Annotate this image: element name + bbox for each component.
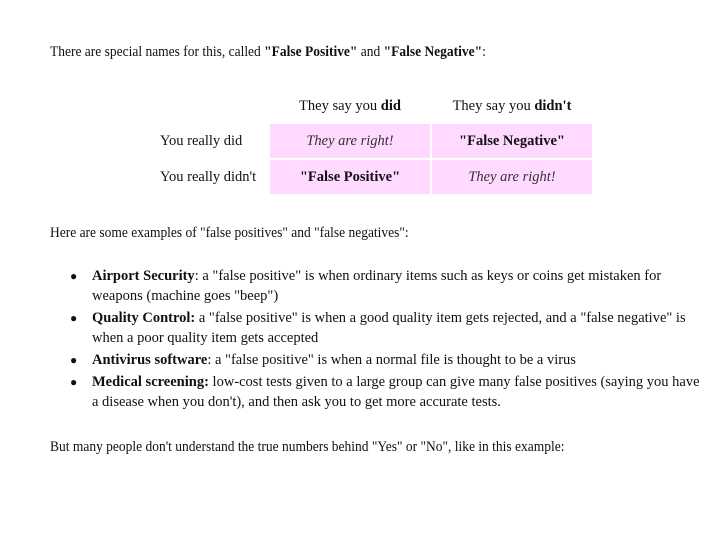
example-text: a "false positive" is when ordinary items such as keys or coins get mistaken for weapons (machine goes "beep") (92, 268, 662, 304)
list-item (70, 266, 704, 306)
conclusion-paragraph: But many people don't understand the true numbers behind "Yes" or "No", like in this example: (50, 439, 565, 455)
example-text: a "false positive" is when a good quality item gets rejected, and a "false negative" is when a poor quality item gets accepted (92, 310, 686, 346)
row-header-really-did: You really did (160, 133, 243, 149)
col-header-did-prefix: They say you (299, 98, 381, 114)
bullet-icon: ● (70, 311, 78, 325)
term-false-negative: "False Negative" (383, 44, 483, 60)
col-header-didnt (432, 90, 592, 122)
example-text: a "false positive" is when a normal file is thought to be a virus (214, 352, 576, 368)
intro-suffix: : (482, 44, 486, 60)
example-separator: : (207, 352, 215, 368)
term-false-positive: "False Positive" (264, 44, 358, 60)
bullet-icon: ● (70, 269, 78, 283)
table-header-row (154, 90, 592, 122)
examples-intro: Here are some examples of "false positives" and "false negatives": (50, 225, 409, 241)
row-header-really-didnt: You really didn't (160, 169, 257, 185)
cell-true-positive: They are right! (270, 124, 430, 158)
list-item (70, 308, 704, 348)
example-title: Quality Control: (92, 310, 196, 326)
list-item (70, 350, 704, 370)
list-item (70, 372, 704, 412)
table-row (154, 124, 592, 158)
table-row (154, 160, 592, 194)
bullet-icon: ● (70, 375, 78, 389)
col-header-did-bold: did (380, 98, 401, 114)
example-title: Antivirus software (92, 352, 208, 368)
bullet-icon: ● (70, 353, 78, 367)
table-corner-cell (154, 90, 268, 122)
intro-paragraph (50, 42, 645, 62)
cell-false-positive: "False Positive" (270, 160, 430, 194)
examples-list (62, 266, 704, 414)
col-header-did (270, 90, 430, 122)
outcome-table (152, 88, 594, 196)
col-header-didnt-prefix: They say you (452, 98, 535, 114)
example-title: Airport Security (92, 268, 195, 284)
example-title: Medical screening: (92, 374, 209, 390)
intro-joiner: and (357, 44, 384, 60)
cell-true-negative: They are right! (432, 160, 592, 194)
example-text: low-cost tests given to a large group can give many false positives (saying you have a disease when you don't), and then ask you to get more accurate tests. (92, 374, 700, 410)
col-header-didnt-bold: didn't (534, 98, 572, 114)
example-separator: : (194, 268, 203, 284)
intro-prefix: There are special names for this, called (50, 44, 265, 60)
cell-false-negative: "False Negative" (432, 124, 592, 158)
